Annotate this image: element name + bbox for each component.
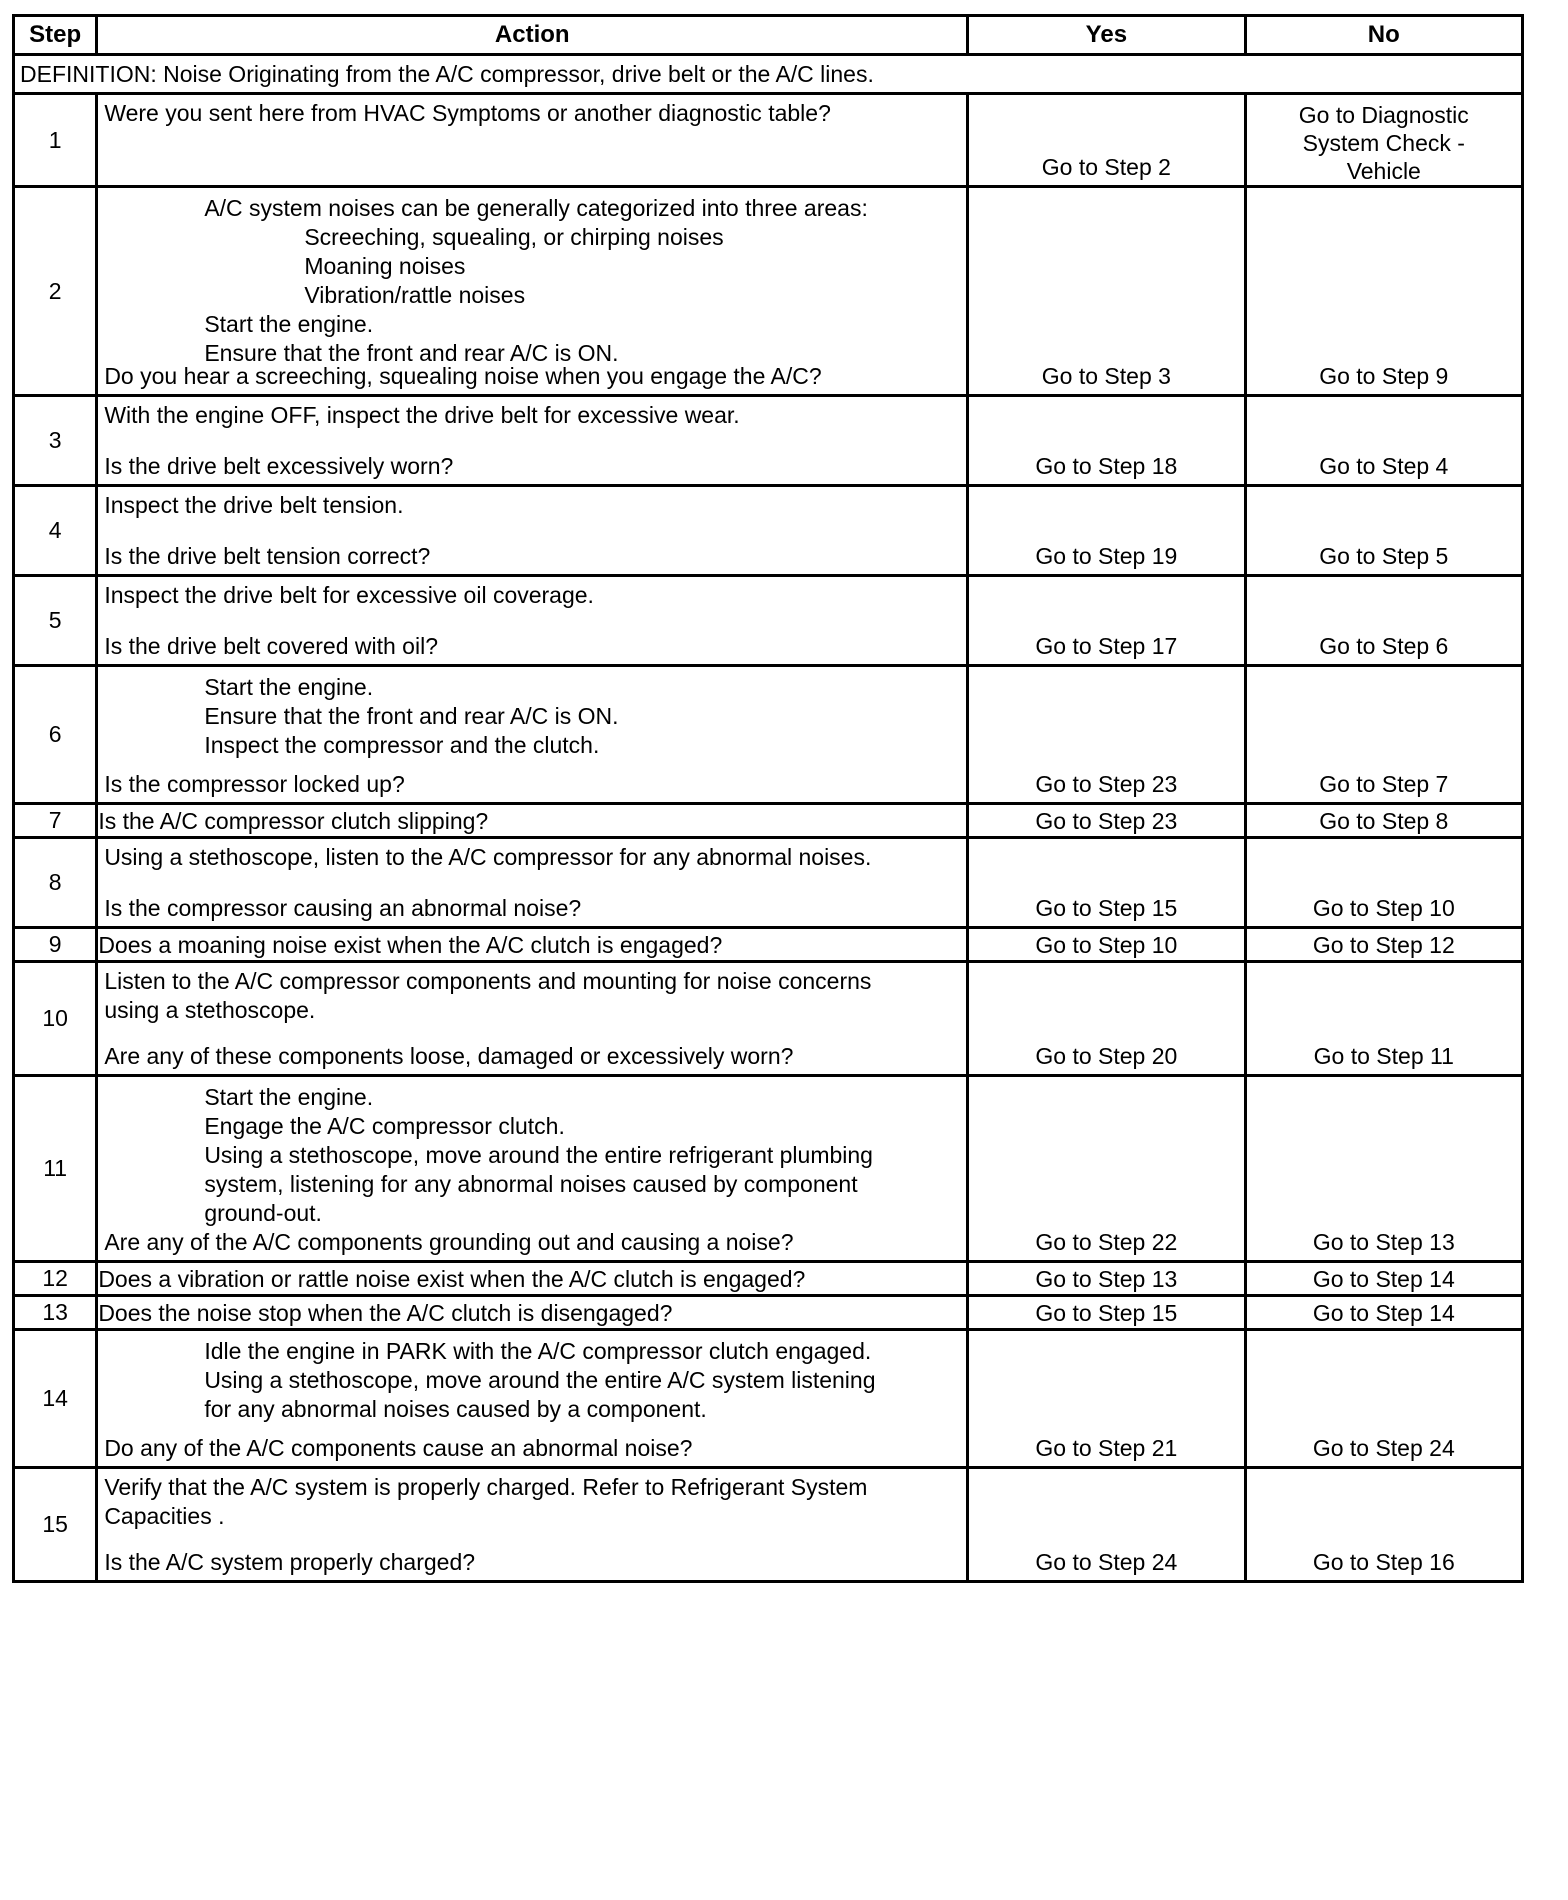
no-result: Go to Step 8	[1245, 804, 1522, 838]
action-line: Moaning noises	[304, 253, 466, 279]
action-question: Is the drive belt excessively worn?	[104, 453, 454, 479]
action-cell	[97, 576, 968, 666]
action-line: Using a stethoscope, move around the entire A/C system listening	[204, 1367, 876, 1393]
definition-row	[14, 55, 1523, 94]
header-action: Action	[97, 16, 968, 55]
no-result: Go to Step 14	[1245, 1296, 1522, 1330]
table-row	[14, 187, 1523, 396]
no-cell	[1245, 1330, 1522, 1468]
yes-result: Go to Step 13	[968, 1262, 1245, 1296]
no-result: Go to Step 9	[1319, 363, 1449, 389]
header-row	[14, 16, 1523, 55]
diagnostic-table	[12, 14, 1524, 1583]
no-cell	[1245, 1468, 1522, 1582]
yes-result: Go to Step 22	[1035, 1229, 1178, 1255]
step-number: 5	[14, 576, 97, 666]
yes-cell	[968, 94, 1245, 187]
table-row	[14, 94, 1523, 187]
action-question: Do any of the A/C components cause an abnormal noise?	[104, 1435, 693, 1461]
action-line: system, listening for any abnormal noises caused by component	[204, 1171, 858, 1197]
step-number: 10	[14, 962, 97, 1076]
table-row	[14, 928, 1523, 962]
header-yes: Yes	[968, 16, 1245, 55]
action-text: Does the noise stop when the A/C clutch is disengaged?	[97, 1296, 968, 1330]
action-cell	[97, 962, 968, 1076]
yes-cell	[968, 187, 1245, 396]
yes-result: Go to Step 23	[968, 804, 1245, 838]
action-question: Are any of the A/C components grounding out and causing a noise?	[104, 1229, 794, 1255]
action-line: ground-out.	[204, 1200, 322, 1226]
action-cell	[97, 838, 968, 928]
action-line: Verify that the A/C system is properly charged. Refer to Refrigerant System	[104, 1474, 868, 1500]
step-number: 13	[14, 1296, 97, 1330]
no-result-line: Vehicle	[1346, 158, 1421, 184]
table-row	[14, 838, 1523, 928]
yes-result: Go to Step 23	[1035, 771, 1178, 797]
step-number: 2	[14, 187, 97, 396]
yes-result: Go to Step 20	[1035, 1043, 1178, 1069]
no-result: Go to Step 12	[1245, 928, 1522, 962]
no-result-line: Go to Diagnostic	[1298, 102, 1469, 128]
table-row	[14, 666, 1523, 804]
table-row	[14, 1468, 1523, 1582]
table-row	[14, 1076, 1523, 1262]
yes-cell	[968, 1468, 1245, 1582]
action-question: Do you hear a screeching, squealing noise when you engage the A/C?	[104, 363, 822, 389]
action-line: Engage the A/C compressor clutch.	[204, 1113, 565, 1139]
step-number: 15	[14, 1468, 97, 1582]
table-row	[14, 1262, 1523, 1296]
action-line: Idle the engine in PARK with the A/C compressor clutch engaged.	[204, 1338, 872, 1364]
yes-cell	[968, 1330, 1245, 1468]
no-cell	[1245, 94, 1522, 187]
no-result: Go to Step 14	[1245, 1262, 1522, 1296]
yes-cell	[968, 962, 1245, 1076]
header-step: Step	[14, 16, 97, 55]
yes-result: Go to Step 18	[1035, 453, 1178, 479]
yes-result: Go to Step 10	[968, 928, 1245, 962]
no-cell	[1245, 838, 1522, 928]
no-result: Go to Step 6	[1319, 633, 1449, 659]
yes-cell	[968, 1076, 1245, 1262]
no-result: Go to Step 4	[1319, 453, 1449, 479]
step-number: 14	[14, 1330, 97, 1468]
action-cell	[97, 396, 968, 486]
definition-text: DEFINITION: Noise Originating from the A/C compressor, drive belt or the A/C lines.	[14, 55, 1523, 94]
action-line: Listen to the A/C compressor components and mounting for noise concerns	[104, 968, 872, 994]
table-row	[14, 804, 1523, 838]
no-cell	[1245, 396, 1522, 486]
action-line: Vibration/rattle noises	[304, 282, 526, 308]
action-cell	[97, 666, 968, 804]
yes-result: Go to Step 19	[1035, 543, 1178, 569]
no-result-line: System Check -	[1302, 130, 1465, 156]
no-cell	[1245, 187, 1522, 396]
action-line: Screeching, squealing, or chirping noises	[304, 224, 724, 250]
no-cell	[1245, 1076, 1522, 1262]
header-no: No	[1245, 16, 1522, 55]
no-result: Go to Step 13	[1312, 1229, 1455, 1255]
action-question: Is the drive belt covered with oil?	[104, 633, 438, 659]
no-result: Go to Step 5	[1319, 543, 1449, 569]
action-line: Start the engine.	[204, 674, 374, 700]
yes-cell	[968, 486, 1245, 576]
action-cell	[97, 1330, 968, 1468]
action-line: Ensure that the front and rear A/C is ON.	[204, 340, 619, 366]
action-cell	[97, 486, 968, 576]
action-line: Start the engine.	[204, 1084, 374, 1110]
action-cell	[97, 187, 968, 396]
yes-result: Go to Step 15	[968, 1296, 1245, 1330]
action-line: A/C system noises can be generally categorized into three areas:	[204, 195, 868, 221]
yes-cell	[968, 666, 1245, 804]
action-question: Is the drive belt tension correct?	[104, 543, 431, 569]
action-question: Is the compressor causing an abnormal noise?	[104, 895, 582, 921]
action-cell	[97, 1468, 968, 1582]
yes-result: Go to Step 3	[1041, 363, 1171, 389]
action-line: for any abnormal noises caused by a component.	[204, 1396, 707, 1422]
step-number: 8	[14, 838, 97, 928]
step-number: 4	[14, 486, 97, 576]
step-number: 11	[14, 1076, 97, 1262]
action-text: Does a vibration or rattle noise exist when the A/C clutch is engaged?	[97, 1262, 968, 1296]
action-question: Is the A/C system properly charged?	[104, 1549, 476, 1575]
step-number: 12	[14, 1262, 97, 1296]
step-number: 6	[14, 666, 97, 804]
action-line: Inspect the compressor and the clutch.	[204, 732, 600, 758]
action-question: Are any of these components loose, damaged or excessively worn?	[104, 1043, 794, 1069]
step-number: 3	[14, 396, 97, 486]
yes-result: Go to Step 21	[1035, 1435, 1178, 1461]
table-row	[14, 1296, 1523, 1330]
no-cell	[1245, 666, 1522, 804]
action-line: Ensure that the front and rear A/C is ON.	[204, 703, 619, 729]
no-cell	[1245, 962, 1522, 1076]
yes-result: Go to Step 2	[1041, 154, 1171, 180]
no-result: Go to Step 7	[1319, 771, 1449, 797]
no-cell	[1245, 576, 1522, 666]
table-row	[14, 1330, 1523, 1468]
step-number: 1	[14, 94, 97, 187]
action-line: Capacities .	[104, 1503, 225, 1529]
action-text: Is the A/C compressor clutch slipping?	[97, 804, 968, 838]
action-line: Start the engine.	[204, 311, 374, 337]
action-line: Using a stethoscope, listen to the A/C compressor for any abnormal noises.	[104, 844, 872, 870]
yes-result: Go to Step 17	[1035, 633, 1178, 659]
step-number: 7	[14, 804, 97, 838]
yes-cell	[968, 576, 1245, 666]
action-line: With the engine OFF, inspect the drive belt for excessive wear.	[104, 402, 740, 428]
action-line: Inspect the drive belt tension.	[104, 492, 404, 518]
no-result: Go to Step 10	[1312, 895, 1455, 921]
yes-result: Go to Step 15	[1035, 895, 1178, 921]
action-line: using a stethoscope.	[104, 997, 316, 1023]
action-line: Were you sent here from HVAC Symptoms or another diagnostic table?	[104, 100, 831, 126]
action-line: Inspect the drive belt for excessive oil coverage.	[104, 582, 594, 608]
action-cell	[97, 94, 968, 187]
no-result: Go to Step 11	[1313, 1043, 1454, 1069]
yes-result: Go to Step 24	[1035, 1549, 1178, 1575]
action-text: Does a moaning noise exist when the A/C clutch is engaged?	[97, 928, 968, 962]
table-row	[14, 576, 1523, 666]
action-question: Is the compressor locked up?	[104, 771, 405, 797]
yes-cell	[968, 396, 1245, 486]
table-row	[14, 962, 1523, 1076]
no-cell	[1245, 486, 1522, 576]
yes-cell	[968, 838, 1245, 928]
no-result: Go to Step 24	[1312, 1435, 1455, 1461]
table-row	[14, 396, 1523, 486]
step-number: 9	[14, 928, 97, 962]
action-line: Using a stethoscope, move around the entire refrigerant plumbing	[204, 1142, 873, 1168]
table-row	[14, 486, 1523, 576]
no-result: Go to Step 16	[1312, 1549, 1455, 1575]
action-cell	[97, 1076, 968, 1262]
